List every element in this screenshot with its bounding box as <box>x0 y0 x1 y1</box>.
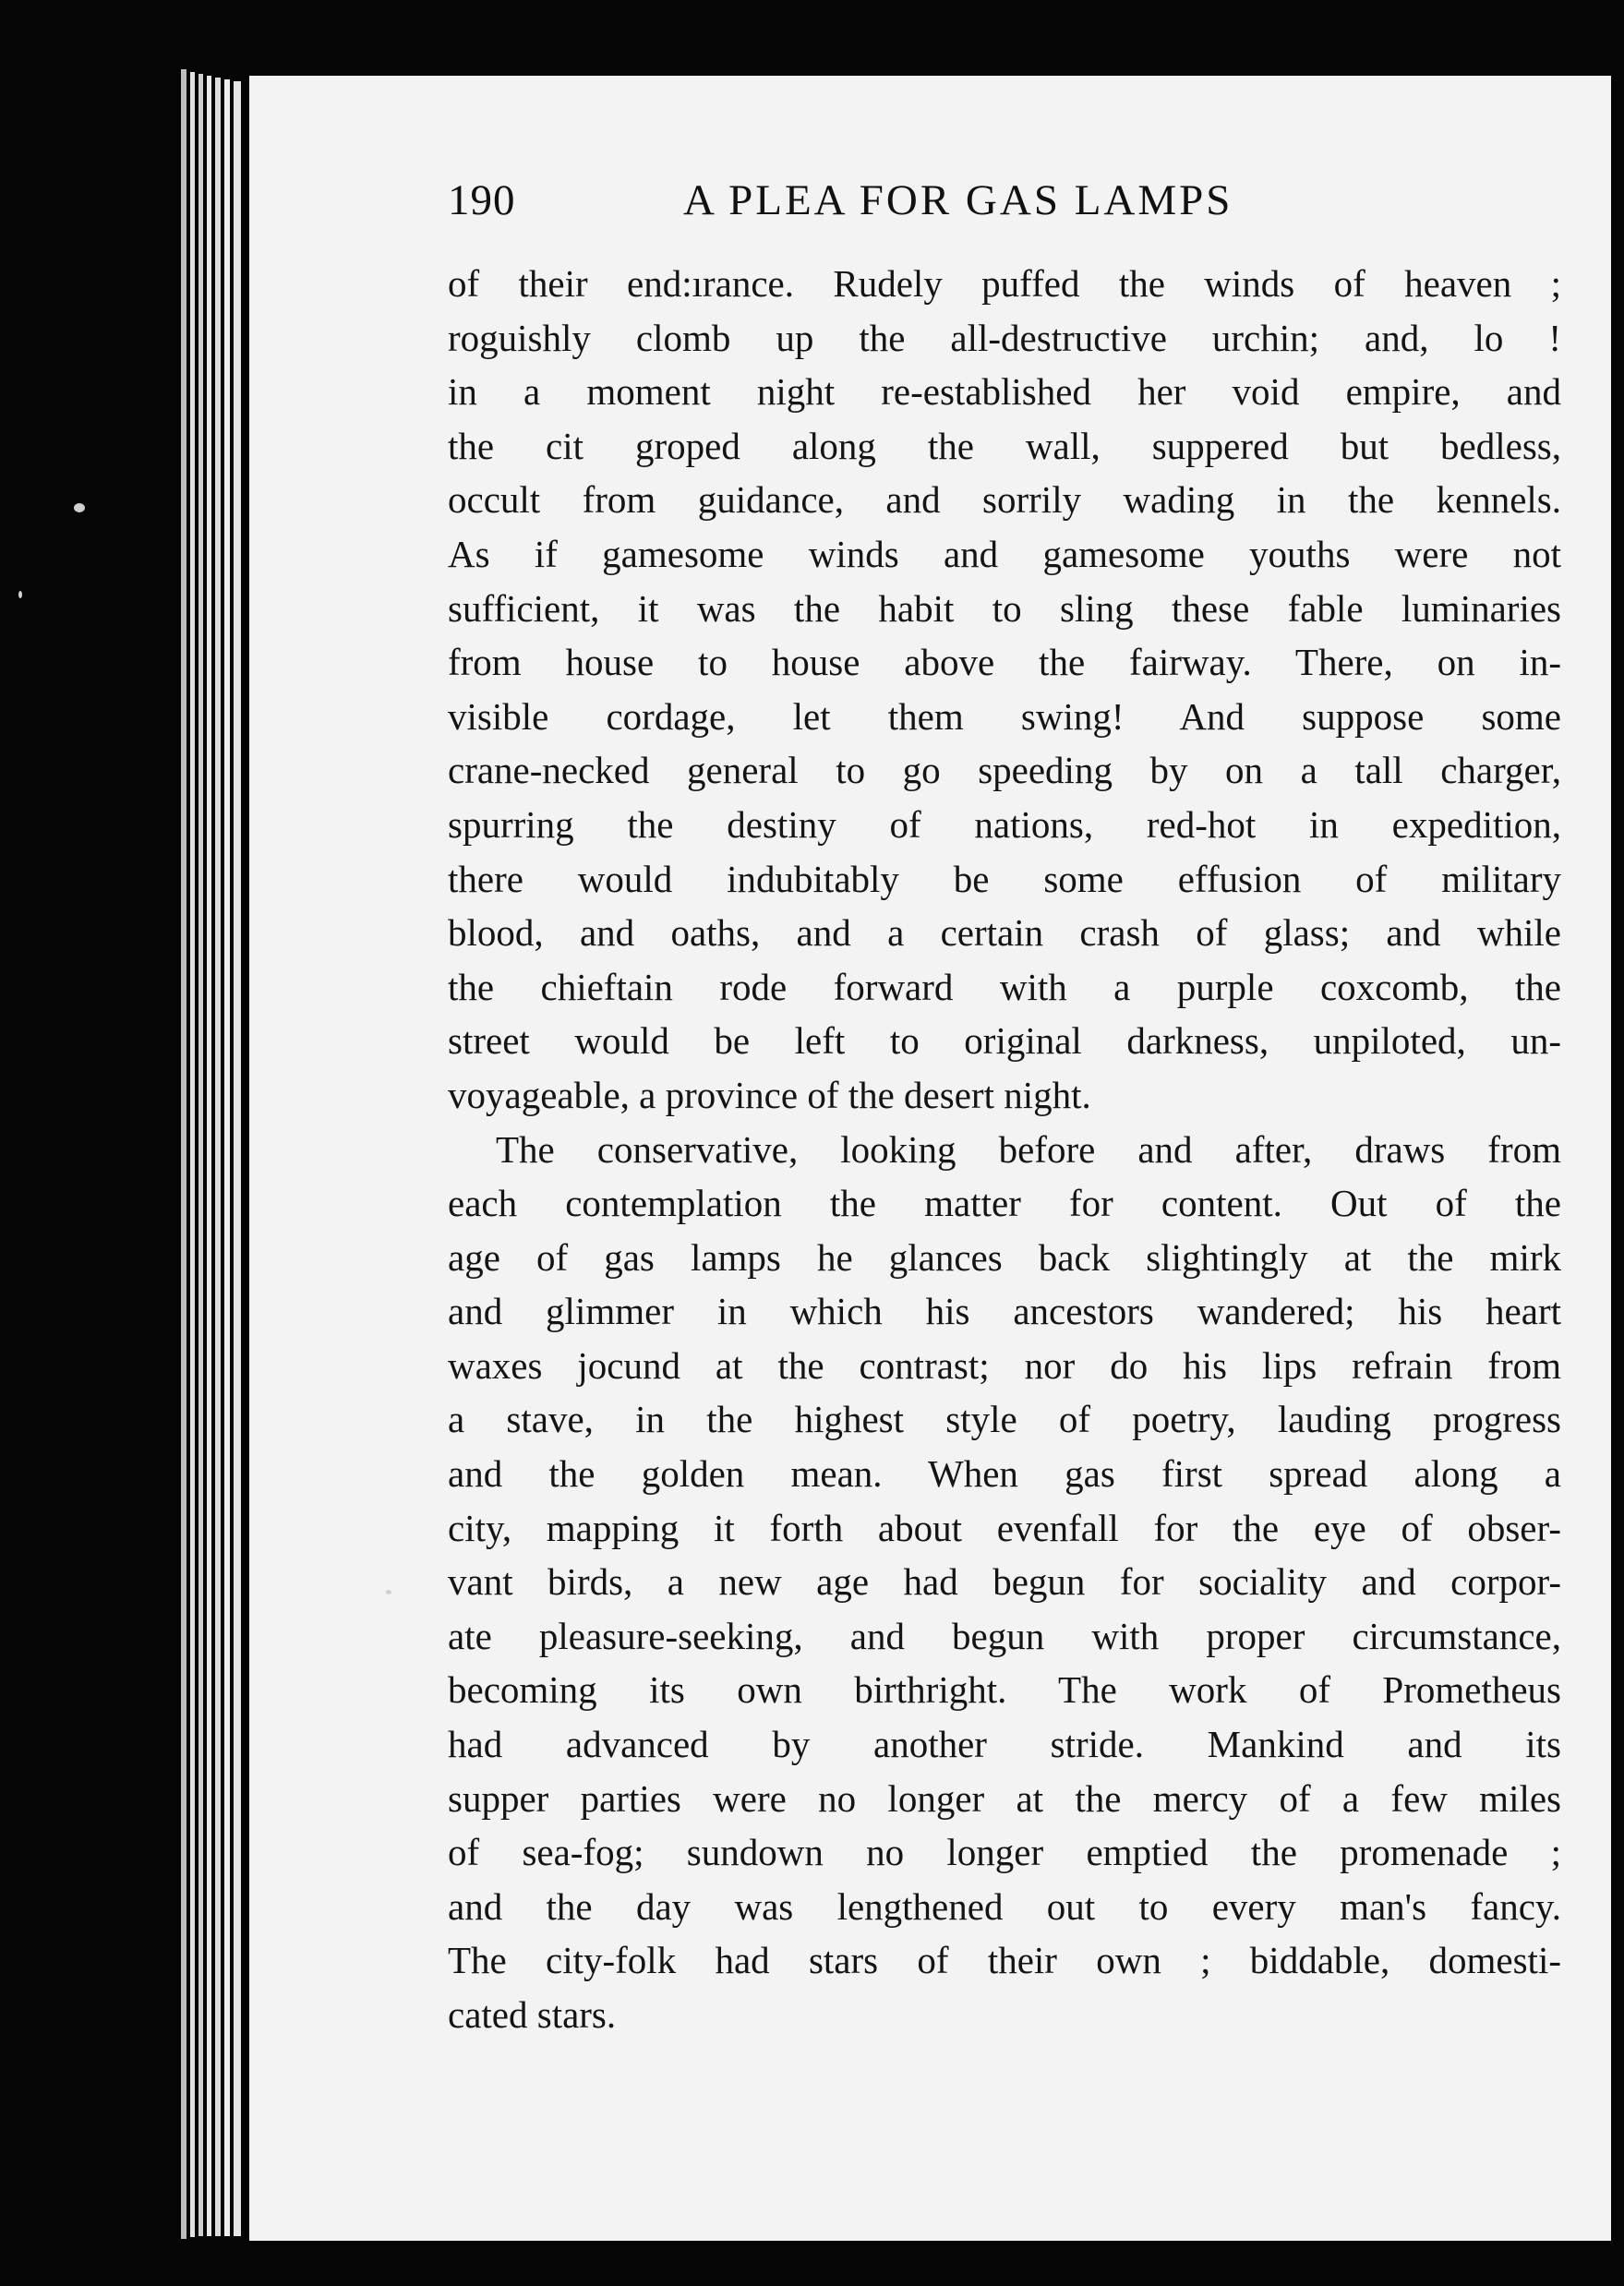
text-line: voyageable, a province of the desert night. <box>448 1073 1091 1116</box>
text-line: visible cordage, let them swing! And suppose some <box>448 694 1561 738</box>
page-edge <box>207 76 211 2236</box>
text-line: the cit groped along the wall, suppered but bedless, <box>448 424 1561 467</box>
page-edge <box>215 78 221 2236</box>
text-line: vant birds, a new age had begun for sociality and corpor- <box>448 1560 1561 1604</box>
text-line: of their end:ırance. Rudely puffed the winds of heaven ; <box>448 262 1561 305</box>
text-line: cated stars. <box>448 1993 617 2036</box>
text-line: sufficient, it was the habit to sling these fable luminaries <box>448 586 1561 630</box>
text-line: The city-folk had stars of their own ; biddable, domesti- <box>448 1939 1561 1982</box>
text-line: each contemplation the matter for content. Out of the <box>448 1182 1561 1225</box>
paragraph-1 <box>448 257 1561 1123</box>
page-edge <box>234 81 241 2236</box>
text-line: occult from guidance, and sorrily wading in the kennels. <box>448 478 1561 522</box>
text-line: age of gas lamps he glances back slightingly at the mirk <box>448 1235 1561 1279</box>
dust-speck <box>74 503 85 512</box>
text-line: of sea-fog; sundown no longer emptied the promenade ; <box>448 1831 1561 1874</box>
text-line: had advanced by another stride. Mankind and its <box>448 1723 1561 1766</box>
text-line: and glimmer in which his ancestors wandered; his heart <box>448 1290 1561 1333</box>
text-line: the chieftain rode forward with a purple coxcomb, the <box>448 965 1561 1008</box>
text-line: As if gamesome winds and gamesome youths were not <box>448 532 1561 575</box>
text-line: city, mapping it forth about evenfall for the eye of obser- <box>448 1506 1561 1549</box>
page-edge <box>181 69 186 2239</box>
text-line: The conservative, looking before and after, draws from <box>496 1127 1561 1171</box>
dust-speck <box>386 1590 391 1594</box>
paragraph-2 <box>448 1123 1561 2042</box>
page-edge <box>224 79 230 2236</box>
text-line: crane-necked general to go speeding by on a tall charger, <box>448 749 1561 792</box>
text-line: roguishly clomb up the all-destructive urchin; and, lo ! <box>448 316 1561 359</box>
text-line: supper parties were no longer at the mercy of a few miles <box>448 1776 1561 1820</box>
text-line: and the golden mean. When gas first spread along a <box>448 1452 1561 1496</box>
page-edge <box>190 72 195 2237</box>
text-line: waxes jocund at the contrast; nor do his lips refrain from <box>448 1343 1561 1387</box>
text-line: street would be left to original darkness, unpiloted, un- <box>448 1019 1561 1063</box>
page-number: 190 <box>448 176 516 224</box>
body-text <box>448 257 1561 2042</box>
running-head <box>448 175 1579 231</box>
text-line: in a moment night re-established her void empire, and <box>448 370 1561 414</box>
text-line: becoming its own birthright. The work of Prometheus <box>448 1668 1561 1712</box>
text-line: there would indubitably be some effusion of military <box>448 857 1561 900</box>
page-title: A PLEA FOR GAS LAMPS <box>683 176 1233 224</box>
text-line: spurring the destiny of nations, red-hot in expedition, <box>448 802 1561 846</box>
text-line: ate pleasure-seeking, and begun with proper circumstance, <box>448 1614 1561 1657</box>
text-line: from house to house above the fairway. There, on in- <box>448 641 1561 684</box>
text-line: blood, and oaths, and a certain crash of glass; and while <box>448 911 1561 955</box>
text-line: a stave, in the highest style of poetry, lauding progress <box>448 1398 1561 1441</box>
dust-speck <box>18 591 22 598</box>
page-edge <box>198 74 203 2236</box>
text-line: and the day was lengthened out to every man's fancy. <box>448 1884 1561 1928</box>
